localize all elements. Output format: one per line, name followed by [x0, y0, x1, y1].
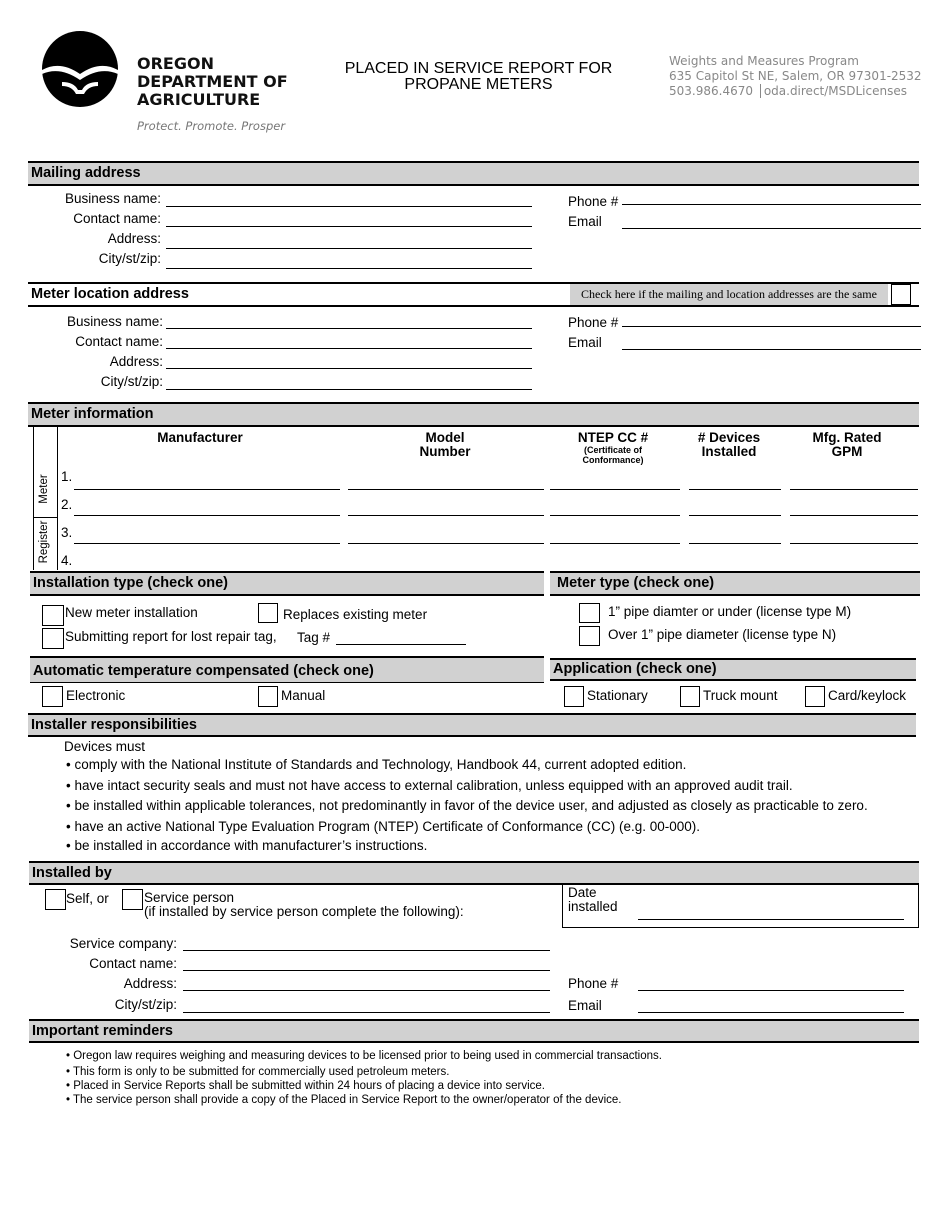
installer-address-label: Address:: [123, 976, 177, 991]
row3-ntep-field[interactable]: [550, 543, 680, 544]
installer-contact-field[interactable]: [183, 970, 550, 971]
section-meter-information: Meter information: [28, 402, 919, 427]
reminder-item: • Oregon law requires weighing and measuring devices to be licensed prior to being used in commercial transactions.: [66, 1050, 662, 1062]
reminder-item: • The service person shall provide a copy of the Placed in Service Report to the owner/operator of the device.: [66, 1094, 622, 1106]
location-business-field[interactable]: [166, 328, 532, 329]
lost-tag-label: Submitting report for lost repair tag,: [65, 629, 277, 644]
responsibility-item: • have an active National Type Evaluation Program (NTEP) Certificate of Conformance (CC) (e.g. 00-000).: [66, 819, 701, 834]
installer-phone-label: Phone #: [568, 976, 619, 991]
section-mailing-address: Mailing address: [28, 161, 919, 186]
location-city-field[interactable]: [166, 389, 532, 390]
same-address-note: Check here if the mailing and location addresses are the same: [570, 284, 888, 305]
col-gpm: Mfg. Rated GPM: [812, 430, 882, 459]
location-phone-field[interactable]: [622, 326, 921, 327]
date-installed-label: Date installed: [568, 885, 618, 914]
installer-contact-label: Contact name:: [89, 956, 177, 971]
row1-manufacturer-field[interactable]: [74, 489, 340, 490]
mailing-address-label: Address:: [107, 231, 161, 246]
section-installed-by: Installed by: [29, 861, 919, 885]
license-n-label: Over 1” pipe diameter (license type N): [608, 627, 837, 642]
card-keylock-label: Card/keylock: [828, 688, 907, 703]
meter-row-2-label: 2.: [61, 497, 73, 512]
section-meter-type: Meter type (check one): [550, 571, 920, 596]
row3-gpm-field[interactable]: [790, 543, 918, 544]
meter-row-1-label: 1.: [61, 469, 73, 484]
row2-manufacturer-field[interactable]: [74, 515, 340, 516]
location-email-label: Email: [568, 335, 602, 350]
mailing-address-field[interactable]: [166, 248, 532, 249]
stationary-checkbox[interactable]: [564, 686, 584, 707]
col-manufacturer: Manufacturer: [157, 430, 243, 445]
mailing-contact-label: Contact name:: [73, 211, 161, 226]
row2-model-field[interactable]: [348, 515, 544, 516]
new-installation-label: New meter installation: [65, 605, 198, 620]
manual-checkbox[interactable]: [258, 686, 278, 707]
section-application: Application (check one): [550, 658, 916, 681]
card-keylock-checkbox[interactable]: [805, 686, 825, 707]
location-business-label: Business name:: [66, 314, 163, 329]
program-contact: Weights and Measures Program 635 Capitol St NE, Salem, OR 97301-2532 503.986.4670 oda.direct/MSDLicenses: [669, 54, 922, 98]
section-important-reminders: Important reminders: [29, 1019, 919, 1043]
col-ntep: NTEP CC # (Certificate of Conformance): [577, 430, 649, 465]
mailing-city-label: City/st/zip:: [98, 251, 161, 266]
reminder-item: • Placed in Service Reports shall be submitted within 24 hours of placing a device into service.: [66, 1080, 545, 1092]
installer-phone-field[interactable]: [638, 990, 904, 991]
truck-mount-checkbox[interactable]: [680, 686, 700, 707]
section-installation-type: Installation type (check one): [30, 571, 544, 596]
org-name: OREGON DEPARTMENT OF AGRICULTURE: [137, 54, 288, 109]
electronic-label: Electronic: [66, 688, 126, 703]
mailing-phone-label: Phone #: [568, 194, 619, 209]
replaces-meter-label: Replaces existing meter: [283, 607, 428, 622]
location-address-label: Address:: [109, 354, 163, 369]
service-company-label: Service company:: [69, 936, 177, 951]
row2-devices-field[interactable]: [689, 515, 781, 516]
truck-mount-label: Truck mount: [703, 688, 778, 703]
license-n-checkbox[interactable]: [579, 626, 600, 646]
replaces-meter-checkbox[interactable]: [258, 603, 278, 623]
location-phone-label: Phone #: [568, 315, 619, 330]
mailing-email-label: Email: [568, 214, 602, 229]
stationary-label: Stationary: [587, 688, 648, 703]
new-installation-checkbox[interactable]: [42, 605, 64, 626]
row2-ntep-field[interactable]: [550, 515, 680, 516]
license-m-checkbox[interactable]: [579, 603, 600, 623]
mailing-contact-field[interactable]: [166, 226, 532, 227]
row1-devices-field[interactable]: [689, 489, 781, 490]
register-row-3-label: 3.: [61, 525, 73, 540]
row3-manufacturer-field[interactable]: [74, 543, 340, 544]
date-installed-field[interactable]: [638, 919, 904, 920]
self-checkbox[interactable]: [45, 889, 66, 910]
installer-city-field[interactable]: [183, 1012, 550, 1013]
register-row-4-label: 4.: [61, 553, 73, 568]
row1-ntep-field[interactable]: [550, 489, 680, 490]
location-contact-field[interactable]: [166, 348, 532, 349]
col-model: Model Number: [419, 430, 471, 459]
reminder-item: • This form is only to be submitted for commercially used petroleum meters.: [66, 1066, 450, 1078]
installer-email-label: Email: [568, 998, 602, 1013]
service-person-checkbox[interactable]: [122, 889, 143, 910]
responsibility-item: • be installed in accordance with manufacturer’s instructions.: [66, 838, 428, 853]
service-company-field[interactable]: [183, 950, 550, 951]
installer-email-field[interactable]: [638, 1012, 904, 1013]
mailing-phone-field[interactable]: [622, 204, 921, 205]
row1-model-field[interactable]: [348, 489, 544, 490]
row3-model-field[interactable]: [348, 543, 544, 544]
location-email-field[interactable]: [622, 349, 921, 350]
installer-address-field[interactable]: [183, 990, 550, 991]
row3-devices-field[interactable]: [689, 543, 781, 544]
service-person-label: Service person (if installed by service person complete the following):: [144, 890, 464, 919]
mailing-city-field[interactable]: [166, 268, 532, 269]
oda-logo-icon: [40, 30, 120, 108]
tag-number-field[interactable]: [336, 644, 466, 645]
meter-rail-label: Meter: [38, 474, 50, 504]
installer-city-label: City/st/zip:: [114, 997, 177, 1012]
register-rail-label: Register: [38, 520, 50, 564]
location-city-label: City/st/zip:: [100, 374, 163, 389]
location-contact-label: Contact name:: [75, 334, 163, 349]
responsibilities-intro: Devices must: [64, 739, 146, 754]
same-address-checkbox[interactable]: [891, 284, 911, 305]
responsibility-item: • be installed within applicable tolerances, not predominantly in favor of the device user, and adjusted as closely as practicable to zero.: [66, 798, 868, 813]
responsibility-item: • have intact security seals and must not have access to external calibration, unless equipped with an approved audit trail.: [66, 778, 793, 793]
license-m-label: 1” pipe diamter or under (license type M): [608, 604, 852, 619]
row2-gpm-field[interactable]: [790, 515, 918, 516]
self-label: Self, or: [66, 891, 109, 906]
mailing-business-field[interactable]: [166, 206, 532, 207]
page-title: PLACED IN SERVICE REPORT FOR PROPANE METERS: [344, 60, 613, 93]
mailing-email-field[interactable]: [622, 228, 921, 229]
manual-label: Manual: [281, 688, 326, 703]
lost-tag-checkbox[interactable]: [42, 628, 64, 649]
col-devices: # Devices Installed: [697, 430, 761, 459]
section-atc: Automatic temperature compensated (check one): [30, 656, 544, 683]
tag-number-label: Tag #: [297, 630, 331, 645]
electronic-checkbox[interactable]: [42, 686, 63, 707]
mailing-business-label: Business name:: [64, 191, 161, 206]
tagline: Protect. Promote. Prosper: [137, 119, 286, 133]
section-installer-responsibilities: Installer responsibilities: [28, 713, 916, 737]
row1-gpm-field[interactable]: [790, 489, 918, 490]
section-meter-location: Meter location address: [28, 282, 919, 307]
responsibility-item: • comply with the National Institute of Standards and Technology, Handbook 44, current adopted edition.: [66, 757, 687, 772]
location-address-field[interactable]: [166, 368, 532, 369]
